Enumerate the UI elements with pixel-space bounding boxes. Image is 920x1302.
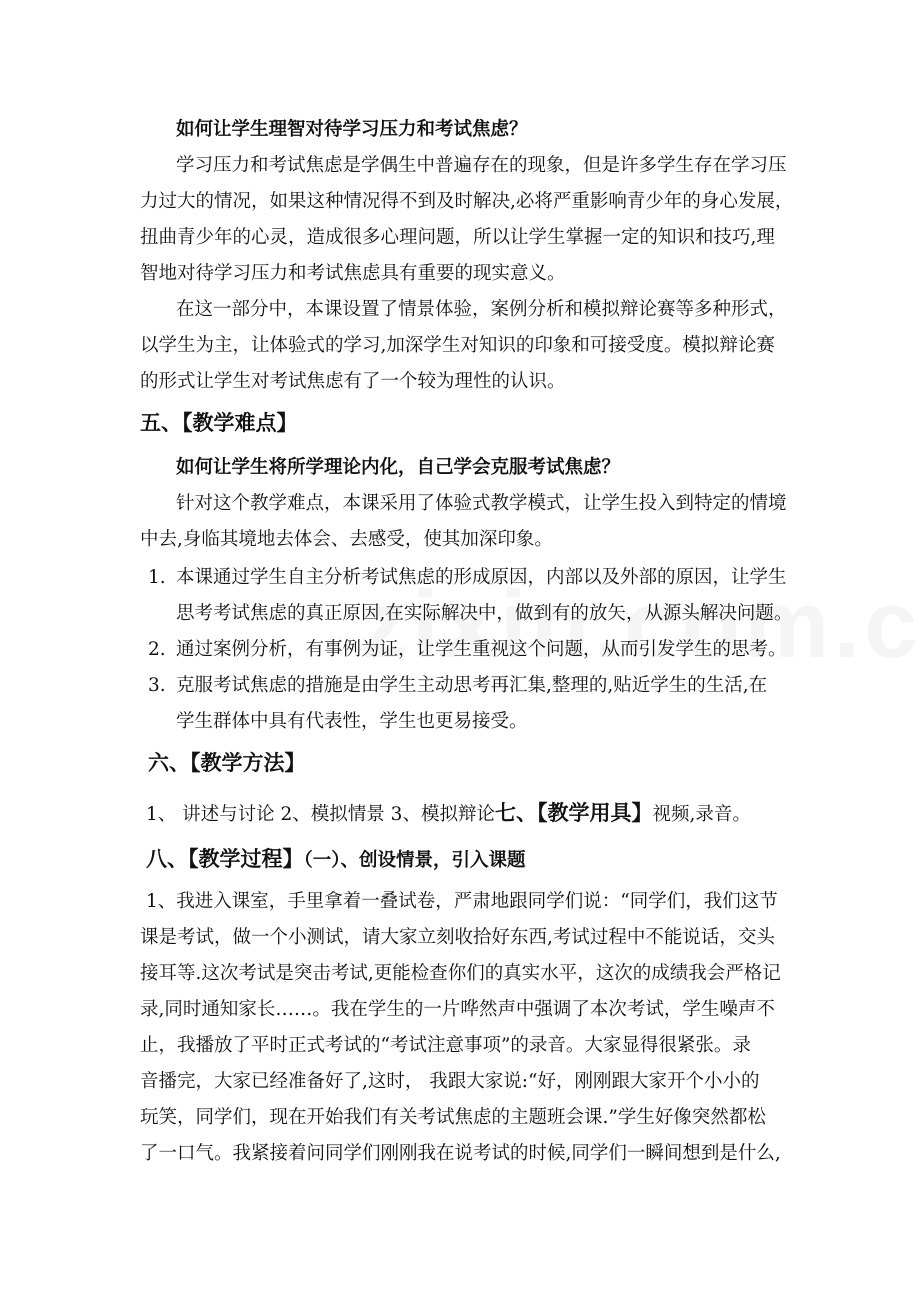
paragraph-line: 针对这个教学难点，本课采用了体验式教学模式，让学生投入到特定的情境 [176,493,787,514]
subheading: 如何让学生将所学理论内化，自己学会克服考试焦虑？ [176,457,621,478]
paragraph-line: 课是考试，做一个小测试，请大家立刻收拾好东西,考试过程中不能说话，交头 [140,927,775,948]
subheading: 如何让学生理智对待学习压力和考试焦虑？ [176,119,528,140]
paragraph-line: 以学生为主，让体验式的学习,加深学生对知识的印象和可接受度。模拟辩论赛 [140,335,775,356]
section-heading-6: 六、【教学方法】 [148,750,306,775]
tools-text: 视频,录音。 [652,804,751,825]
paragraph-line: 扭曲青少年的心灵，造成很多心理问题，所以让学生掌握一定的知识和技巧,理 [140,227,775,248]
paragraph-line: 音播完，大家已经准备好了,这时， 我跟大家说:“好，刚刚跟大家开个小小的 [140,1071,760,1092]
list-number: 3. [148,675,166,696]
paragraph-line: 的形式让学生对考试焦虑有了一个较为理性的认识。 [140,371,566,392]
paragraph-line: 智地对待学习压力和考试焦虑具有重要的现实意义。 [140,263,566,284]
subheading: （一）、创设情景，引入课题 [303,850,526,871]
list-item-line: 克服考试焦虑的措施是由学生主动思考再汇集,整理的,贴近学生的生活,在 [176,675,768,696]
paragraph-line: 止，我播放了平时正式考试的“考试注意事项”的录音。大家显得很紧张。录 [140,1035,751,1056]
paragraph-line: 接耳等.这次考试是突击考试,更能检查你们的真实水平，这次的成绩我会严格记 [140,963,781,984]
section-heading-8: 八、【教学过程】 [146,846,304,871]
paragraph-line: 力过大的情况，如果这种情况得不到及时解决,必将严重影响青少年的身心发展， [140,191,794,212]
paragraph-line: 中去,身临其境地去体会、去感受，使其加深印象。 [140,529,553,550]
methods-text: 1、 讲述与讨论 2、模拟情景 3、模拟辩论 [146,804,495,825]
paragraph-line: 在这一部分中，本课设置了情景体验，案例分析和模拟辩论赛等多种形式， [176,299,787,320]
list-number: 1. [148,567,166,588]
list-item-line: 思考考试焦虑的真正原因,在实际解决中，做到有的放矢，从源头解决问题。 [176,603,793,624]
paragraph-line: 录,同时通知家长……。我在学生的一片哗然声中强调了本次考试，学生噪声不 [140,999,775,1020]
section-heading-7: 七、【教学用具】 [494,800,653,825]
methods-line [146,800,751,828]
section-8-line [146,846,526,874]
paragraph-line: 1、我进入课室，手里拿着一叠试卷，严肃地跟同学们说：“同学们，我们这节 [146,891,778,912]
list-item-line: 通过案例分析，有事例为证，让学生重视这个问题，从而引发学生的思考。 [176,639,787,660]
list-item-line: 学生群体中具有代表性，学生也更易接受。 [176,711,528,732]
section-heading-5: 五、【教学难点】 [140,410,298,435]
list-number: 2. [148,639,166,660]
paragraph-line: 了一口气。我紧接着问同学们刚刚我在说考试的时候,同学们一瞬间想到是什么, [140,1143,781,1164]
paragraph-line: 学习压力和考试焦虑是学偶生中普遍存在的现象，但是许多学生存在学习压 [176,155,787,176]
paragraph-line: 玩笑，同学们，现在开始我们有关考试焦虑的主题班会课.”学生好像突然都松 [140,1107,766,1128]
list-item-line: 本课通过学生自主分析考试焦虑的形成原因，内部以及外部的原因，让学生 [176,567,787,588]
